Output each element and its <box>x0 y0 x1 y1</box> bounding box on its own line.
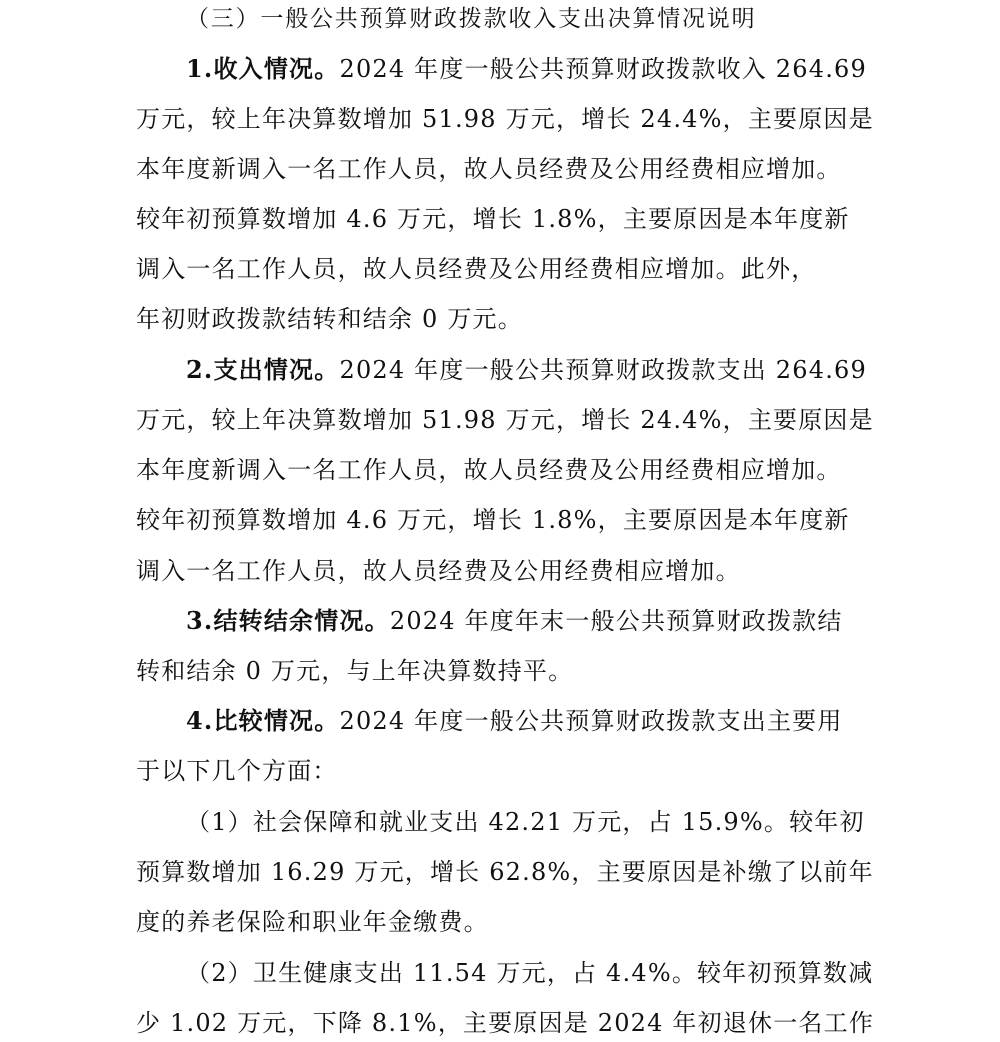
paragraph-5-line-3: 度的养老保险和职业年金缴费。 <box>136 908 489 936</box>
paragraph-3-lead: 3.结转结余情况。 <box>186 606 390 635</box>
paragraph-4-line-2: 于以下几个方面： <box>136 757 338 785</box>
paragraph-6-line-2: 少 1.02 万元，下降 8.1%，主要原因是 2024 年初退休一名工作 <box>136 1009 875 1037</box>
paragraph-3-line-2: 转和结余 0 万元，与上年决算数持平。 <box>136 657 574 685</box>
paragraph-2-line-1 <box>186 355 867 385</box>
paragraph-4-text: 2024 年度一般公共预算财政拨款支出主要用 <box>339 707 843 735</box>
paragraph-1-line-6: 年初财政拨款结转和结余 0 万元。 <box>136 305 523 333</box>
paragraph-6-line-1: （2）卫生健康支出 11.54 万元，占 4.4%。较年初预算数减 <box>186 959 874 987</box>
paragraph-5-line-2: 预算数增加 16.29 万元，增长 62.8%，主要原因是补缴了以前年 <box>136 858 874 886</box>
paragraph-2-text: 2024 年度一般公共预算财政拨款支出 264.69 <box>339 356 867 384</box>
paragraph-1-line-5: 调入一名工作人员，故人员经费及公用经费相应增加。此外， <box>136 255 817 283</box>
paragraph-1-line-4: 较年初预算数增加 4.6 万元，增长 1.8%，主要原因是本年度新 <box>136 205 850 233</box>
paragraph-4-line-1 <box>186 706 843 736</box>
paragraph-1-line-3: 本年度新调入一名工作人员，故人员经费及公用经费相应增加。 <box>136 155 842 183</box>
paragraph-1-text: 2024 年度一般公共预算财政拨款收入 264.69 <box>339 55 867 83</box>
paragraph-2-line-3: 本年度新调入一名工作人员，故人员经费及公用经费相应增加。 <box>136 456 842 484</box>
paragraph-2-line-5: 调入一名工作人员，故人员经费及公用经费相应增加。 <box>136 557 741 585</box>
paragraph-4-lead: 4.比较情况。 <box>186 706 340 735</box>
paragraph-2-line-2: 万元，较上年决算数增加 51.98 万元，增长 24.4%，主要原因是 <box>136 406 874 434</box>
paragraph-1-line-2: 万元，较上年决算数增加 51.98 万元，增长 24.4%，主要原因是 <box>136 105 874 133</box>
paragraph-2-line-4: 较年初预算数增加 4.6 万元，增长 1.8%，主要原因是本年度新 <box>136 506 850 534</box>
section-title: （三）一般公共预算财政拨款收入支出决算情况说明 <box>186 6 757 32</box>
paragraph-3-text: 2024 年度年末一般公共预算财政拨款结 <box>389 607 843 635</box>
paragraph-3-line-1 <box>186 606 843 636</box>
paragraph-5-line-1: （1）社会保障和就业支出 42.21 万元，占 15.9%。较年初 <box>186 808 865 836</box>
paragraph-1-lead: 1.收入情况。 <box>186 54 340 83</box>
paragraph-1-line-1 <box>186 54 867 84</box>
paragraph-2-lead: 2.支出情况。 <box>186 355 340 384</box>
